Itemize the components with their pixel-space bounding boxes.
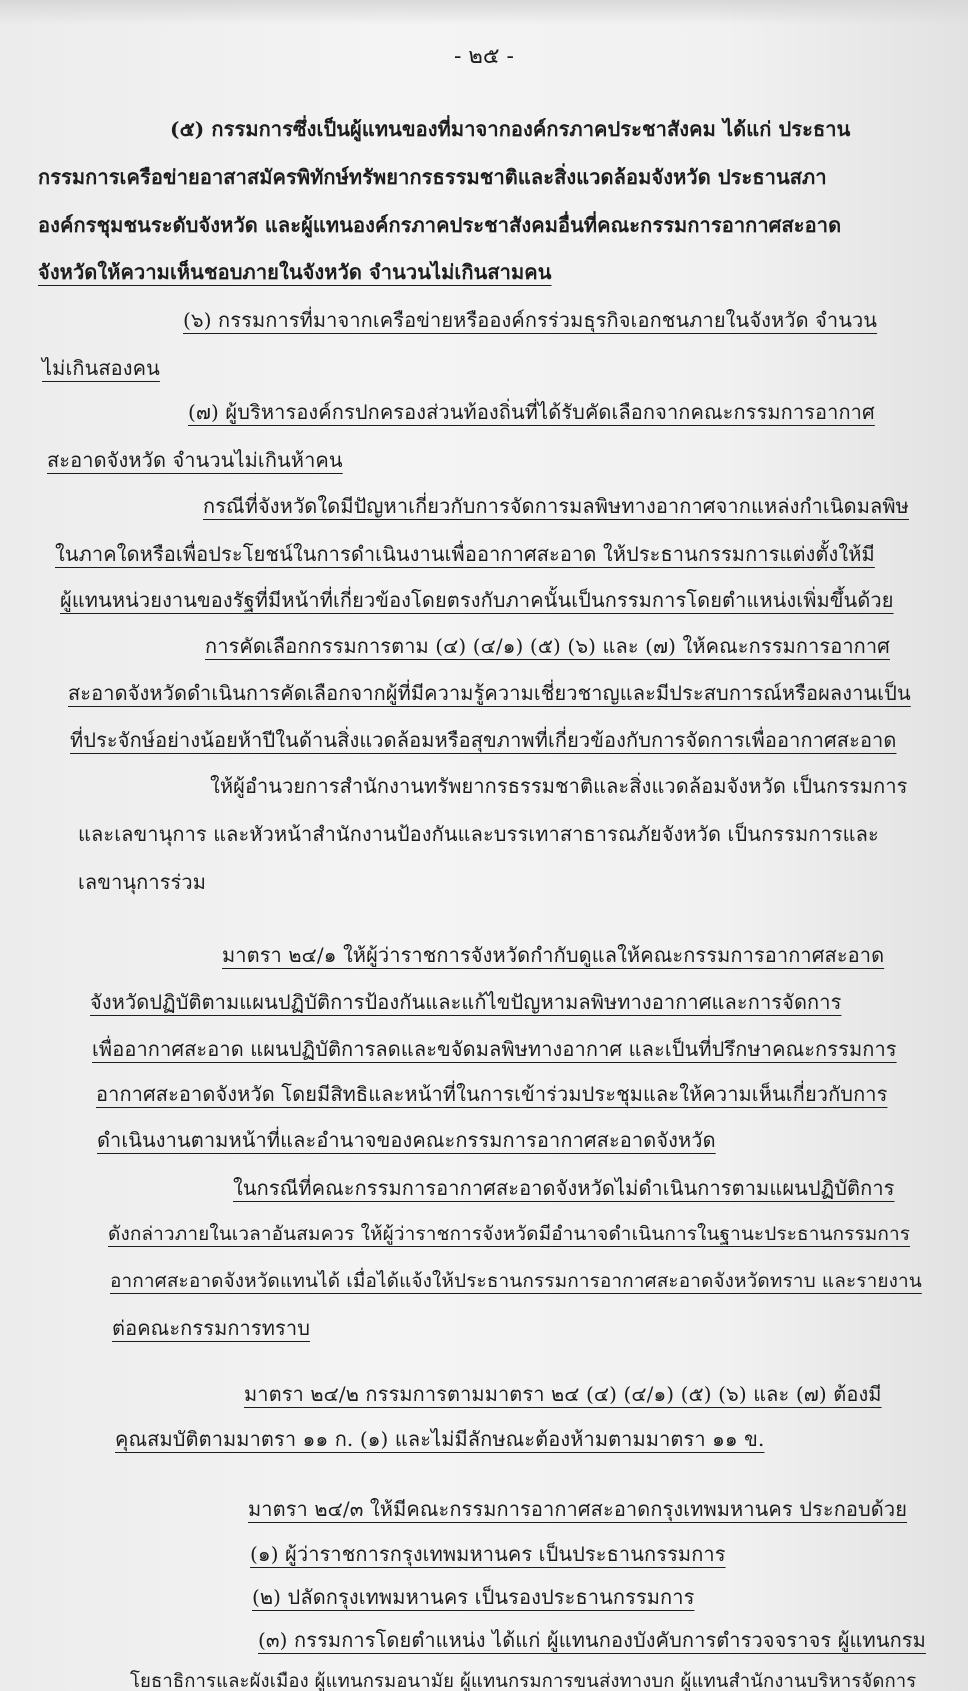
text-line: ดังกล่าวภายในเวลาอันสมควร ให้ผู้ว่าราชการจังหวัดมีอำนาจดำเนินการในฐานะประธานกรรมการ bbox=[108, 1223, 911, 1245]
text-line: (๗) ผู้บริหารองค์กรปกครองส่วนท้องถิ่นที่ได้รับคัดเลือกจากคณะกรรมการอากาศ bbox=[188, 400, 875, 424]
text-line: เพื่ออากาศสะอาด แผนปฏิบัติการลดและขจัดมลพิษทางอากาศ และเป็นที่ปรึกษาคณะกรรมการ bbox=[92, 1037, 897, 1061]
text-line: ต่อคณะกรรมการทราบ bbox=[112, 1316, 310, 1340]
text-line: ในภาคใดหรือเพื่อประโยชน์ในการดำเนินงานเพื่ออากาศสะอาด ให้ประธานกรรมการแต่งตั้งให้มี bbox=[55, 542, 875, 566]
text-line: มาตรา ๒๔/๑ ให้ผู้ว่าราชการจังหวัดกำกับดูแลให้คณะกรรมการอากาศสะอาด bbox=[222, 943, 885, 967]
text-line: ผู้แทนหน่วยงานของรัฐที่มีหน้าที่เกี่ยวข้องโดยตรงกับภาคนั้นเป็นกรรมการโดยตำแหน่งเพิ่มขึ้นด้วย bbox=[60, 588, 894, 612]
text-line: องค์กรชุมชนระดับจังหวัด และผู้แทนองค์กรภาคประชาสังคมอื่นที่คณะกรรมการอากาศสะอาด bbox=[38, 213, 842, 237]
text-line: (๖) กรรมการที่มาจากเครือข่ายหรือองค์กรร่วมธุรกิจเอกชนภายในจังหวัด จำนวน bbox=[183, 308, 878, 332]
text-line: และเลขานุการ และหัวหน้าสำนักงานป้องกันและบรรเทาสาธารณภัยจังหวัด เป็นกรรมการและ bbox=[78, 822, 879, 846]
text-line: (๑) ผู้ว่าราชการกรุงเทพมหานคร เป็นประธานกรรมการ bbox=[250, 1542, 726, 1566]
text-line: เลขานุการร่วม bbox=[78, 870, 207, 894]
text-line: ไม่เกินสองคน bbox=[42, 356, 160, 380]
text-line: ที่ประจักษ์อย่างน้อยห้าปีในด้านสิ่งแวดล้อมหรือสุขภาพที่เกี่ยวข้องกับการจัดการเพื่ออากาศสะอาด bbox=[70, 728, 897, 752]
text-line: มาตรา ๒๔/๒ กรรมการตามมาตรา ๒๔ (๔) (๔/๑) (๕) (๖) และ (๗) ต้องมี bbox=[244, 1382, 882, 1406]
text-line: มาตรา ๒๔/๓ ให้มีคณะกรรมการอากาศสะอาดกรุงเทพมหานคร ประกอบด้วย bbox=[248, 1497, 908, 1521]
page-number: - ๒๕ - bbox=[453, 44, 514, 69]
text-line: สะอาดจังหวัด จำนวนไม่เกินห้าคน bbox=[47, 448, 343, 472]
text-line: ให้ผู้อำนวยการสำนักงานทรัพยากรธรรมชาติและสิ่งแวดล้อมจังหวัด เป็นกรรมการ bbox=[210, 774, 908, 798]
text-line: (๒) ปลัดกรุงเทพมหานคร เป็นรองประธานกรรมการ bbox=[252, 1585, 695, 1609]
text-line: (๓) กรรมการโดยตำแหน่ง ได้แก่ ผู้แทนกองบังคับการตำรวจจราจร ผู้แทนกรม bbox=[258, 1628, 926, 1652]
text-line: กรรมการเครือข่ายอาสาสมัครพิทักษ์ทรัพยากรธรรมชาติและสิ่งแวดล้อมจังหวัด ประธานสภา bbox=[38, 165, 827, 189]
text-line: การคัดเลือกกรรมการตาม (๔) (๔/๑) (๕) (๖) และ (๗) ให้คณะกรรมการอากาศ bbox=[205, 634, 890, 658]
text-line: ในกรณีที่คณะกรรมการอากาศสะอาดจังหวัดไม่ดำเนินการตามแผนปฏิบัติการ bbox=[233, 1176, 895, 1200]
text-line: คุณสมบัติตามมาตรา ๑๑ ก. (๑) และไม่มีลักษณะต้องห้ามตามมาตรา ๑๑ ข. bbox=[115, 1427, 765, 1451]
text-line: จังหวัดให้ความเห็นชอบภายในจังหวัด จำนวนไม่เกินสามคน bbox=[38, 260, 552, 284]
text-line: อากาศสะอาดจังหวัดแทนได้ เมื่อได้แจ้งให้ประธานกรรมการอากาศสะอาดจังหวัดทราบ และรายงาน bbox=[110, 1270, 922, 1292]
text-line: โยธาธิการและผังเมือง ผู้แทนกรมอนามัย ผู้แทนกรมการขนส่งทางบก ผู้แทนสำนักงานบริหารจัดการ bbox=[130, 1671, 917, 1691]
text-line: สะอาดจังหวัดดำเนินการคัดเลือกจากผู้ที่มีความรู้ความเชี่ยวชาญและมีประสบการณ์หรือผลงานเป็น bbox=[68, 681, 911, 705]
text-line: อากาศสะอาดจังหวัด โดยมีสิทธิและหน้าที่ในการเข้าร่วมประชุมและให้ความเห็นเกี่ยวกับการ bbox=[96, 1082, 888, 1106]
text-line: กรณีที่จังหวัดใดมีปัญหาเกี่ยวกับการจัดการมลพิษทางอากาศจากแหล่งกำเนิดมลพิษ bbox=[203, 494, 909, 518]
text-line: (๕) กรรมการซึ่งเป็นผู้แทนของที่มาจากองค์กรภาคประชาสังคม ได้แก่ ประธาน bbox=[170, 117, 851, 141]
text-line: ดำเนินงานตามหน้าที่และอำนาจของคณะกรรมการอากาศสะอาดจังหวัด bbox=[97, 1128, 716, 1152]
scan-shadow bbox=[0, 0, 968, 25]
text-line: จังหวัดปฏิบัติตามแผนปฏิบัติการป้องกันและแก้ไขปัญหามลพิษทางอากาศและการจัดการ bbox=[90, 990, 842, 1014]
